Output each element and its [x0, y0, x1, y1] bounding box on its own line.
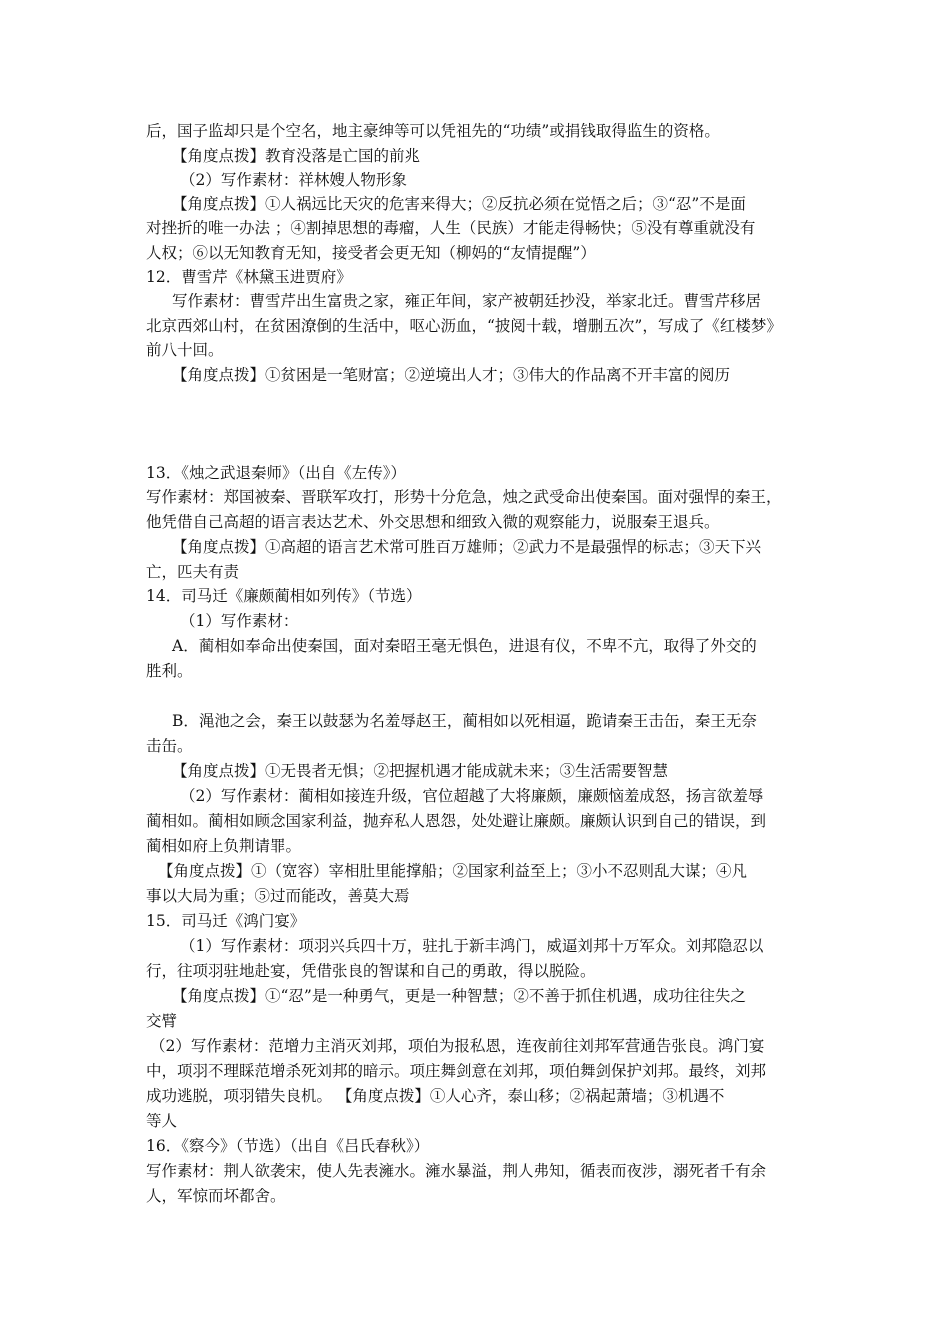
text-line: B．渑池之会，秦王以鼓瑟为名羞辱赵王，蔺相如以死相逼，跪请秦王击缶，秦王无奈	[172, 712, 757, 730]
text-line: 写作素材：荆人欲袭宋，使人先表澭水。澭水暴溢，荆人弗知，循表而夜涉，溺死者千有余	[146, 1162, 767, 1180]
text-line: 交臂	[146, 1012, 178, 1030]
text-line: （1）写作素材：	[180, 612, 299, 630]
text-line: A．蔺相如奉命出使秦国，面对秦昭王毫无惧色，进退有仪，不卑不亢，取得了外交的	[172, 637, 757, 655]
section-heading: 15．司马迁《鸿门宴》	[146, 912, 306, 930]
text-line: 前八十回。	[146, 341, 224, 359]
text-line: 人权；⑥以无知教育无知，接受者会更无知（柳妈的“友情提醒”）	[146, 244, 596, 262]
text-line: 等人	[146, 1112, 178, 1130]
text-line: 写作素材：曹雪芹出生富贵之家，雍正年间，家产被朝廷抄没，举家北迁。曹雪芹移居	[172, 292, 762, 310]
text-line: 亡，匹夫有责	[146, 563, 240, 581]
section-heading: 13．《烛之武退秦师》（出自《左传》）	[146, 464, 406, 482]
text-line: 胜利。	[146, 662, 193, 680]
text-line: 【角度点拨】①高超的语言艺术常可胜百万雄师；②武力不是最强悍的标志；③天下兴	[172, 538, 762, 556]
text-line: （1）写作素材：项羽兴兵四十万，驻扎于新丰鸿门，威逼刘邦十万军众。刘邦隐忍以	[180, 937, 764, 955]
text-line: 后，国子监却只是个空名，地主豪绅等可以凭祖先的“功绩”或捐钱取得监生的资格。	[146, 122, 720, 140]
text-line: 事以大局为重；⑤过而能改，善莫大焉	[146, 887, 410, 905]
text-line: 北京西郊山村，在贫困潦倒的生活中，呕心沥血，“披阅十载，增删五次”，写成了《红楼梦》	[146, 317, 782, 335]
text-line: 蔺相如。蔺相如顾念国家利益，抛弃私人恩怨，处处避让廉颇。廉颇认识到自己的错误，到	[146, 812, 767, 830]
text-line: 【角度点拨】①“忍”是一种勇气，更是一种智慧；②不善于抓住机遇，成功往往失之	[172, 987, 746, 1005]
section-heading: 16．《察今》（节选）（出自《吕氏春秋》）	[146, 1137, 430, 1155]
text-line: 中，项羽不理睬范增杀死刘邦的暗示。项庄舞剑意在刘邦，项伯舞剑保护刘邦。最终，刘邦	[146, 1062, 767, 1080]
text-line: （2）写作素材：蔺相如接连升级，官位超越了大将廉颇，廉颇恼羞成怒，扬言欲羞辱	[180, 787, 764, 805]
text-line: 对挫折的唯一办法 ；④割掉思想的毒瘤，人生（民族）才能走得畅快；⑤没有尊重就没有	[146, 219, 756, 237]
text-line: 他凭借自己高超的语言表达艺术、外交思想和细致入微的观察能力，说服秦王退兵。	[146, 513, 720, 531]
section-heading: 14．司马迁《廉颇蔺相如列传》（节选）	[146, 587, 422, 605]
text-line: 【角度点拨】教育没落是亡国的前兆	[172, 147, 421, 165]
text-line: 【角度点拨】①无畏者无惧；②把握机遇才能成就未来；③生活需要智慧	[172, 762, 669, 780]
text-line: 蔺相如府上负荆请罪。	[146, 837, 302, 855]
text-line: 写作素材：郑国被秦、晋联军攻打，形势十分危急，烛之武受命出使秦国。面对强悍的秦王，	[146, 488, 782, 506]
text-line: 【角度点拨】①（宽容）宰相肚里能撑船；②国家利益至上；③小不忍则乱大谋；④凡	[158, 862, 748, 880]
text-line: 成功逃脱，项羽错失良机。 【角度点拨】①人心齐，泰山移；②祸起萧墙；③机遇不	[146, 1087, 725, 1105]
text-line: 击缶。	[146, 737, 193, 755]
section-heading: 12．曹雪芹《林黛玉进贾府》	[146, 268, 352, 286]
text-line: 【角度点拨】①人祸远比天灾的危害来得大；②反抗必须在觉悟之后；③“忍”不是面	[172, 195, 746, 213]
text-line: 【角度点拨】①贫困是一笔财富；②逆境出人才；③伟大的作品离不开丰富的阅历	[172, 366, 731, 384]
text-line: 行，往项羽驻地赴宴，凭借张良的智谋和自己的勇敢，得以脱险。	[146, 962, 596, 980]
text-line: （2）写作素材：祥林嫂人物形象	[180, 171, 407, 189]
text-line: （2）写作素材：范增力主消灭刘邦，项伯为报私恩，连夜前往刘邦军营通告张良。鸿门宴	[150, 1037, 765, 1055]
text-line: 人，军惊而坏都舍。	[146, 1187, 286, 1205]
